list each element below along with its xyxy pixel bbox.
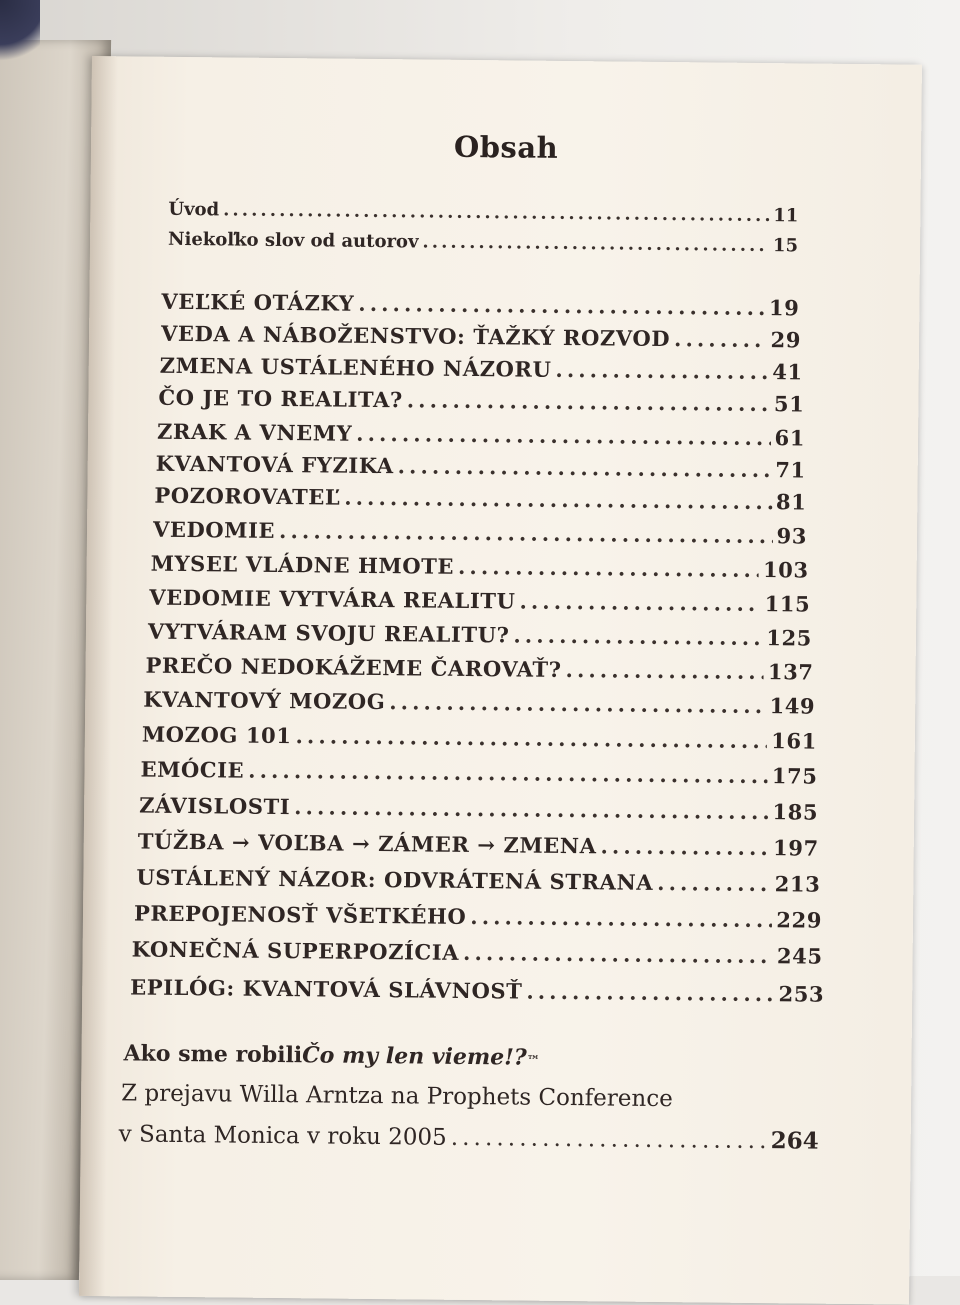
toc-entry-page-number: 197 <box>772 835 819 861</box>
dot-leader <box>248 758 768 788</box>
toc-entry-page-number: 229 <box>776 907 823 933</box>
dot-leader <box>295 723 767 753</box>
dot-leader <box>519 589 760 617</box>
toc-entry-title: PREČO NEDOKÁŽEME ČAROVAŤ? <box>145 652 562 682</box>
toc-entry-title: KONEČNÁ SUPERPOZÍCIA <box>131 936 460 965</box>
dot-leader <box>223 199 769 226</box>
dot-leader <box>294 794 769 824</box>
toc-entry-title: VYTVÁRAM SVOJU REALITU? <box>147 618 510 648</box>
toc-entry-page-number: 81 <box>775 489 807 515</box>
toc-entry-title: KVANTOVÝ MOZOG <box>143 686 386 715</box>
extra-heading-prefix: Ako sme robili <box>123 1040 303 1069</box>
toc-entry-page-number: 29 <box>770 327 802 353</box>
extra-line-1 <box>121 1080 673 1112</box>
dot-leader <box>555 357 768 384</box>
toc-entry-title: ČO JE TO REALITA? <box>158 384 403 413</box>
toc-entry <box>148 619 812 651</box>
toc-entry-title: MOZOG 101 <box>141 721 292 749</box>
dot-leader <box>344 485 772 514</box>
toc-entry-page-number: 125 <box>766 625 813 651</box>
dot-leader <box>389 689 766 718</box>
toc-entry <box>130 974 824 1006</box>
toc-entry-page-number: 41 <box>772 359 803 385</box>
extra-entry <box>119 1120 819 1154</box>
toc-entry <box>168 229 798 257</box>
toc-entry-title: EMÓCIE <box>140 756 245 783</box>
dot-leader <box>513 622 762 650</box>
toc-entry-title: MYSEĽ VLÁDNE HMOTE <box>150 550 455 579</box>
toc-entry-page-number: 149 <box>769 693 816 719</box>
toc-entry <box>136 865 820 897</box>
toc-entry-page-number: 161 <box>771 728 817 754</box>
extra-line-1-text: Z prejavu Willa Arntza na Prophets Conference <box>121 1080 673 1113</box>
dot-leader <box>458 554 759 582</box>
toc-entry <box>140 757 817 789</box>
toc-entry <box>143 687 815 719</box>
fabric-corner <box>0 0 40 70</box>
show-through-text <box>611 101 617 121</box>
toc-entry-title: PREPOJENOSŤ VŠETKÉHO <box>133 900 467 929</box>
toc-entry-page-number: 61 <box>774 425 806 451</box>
toc-entry-page-number: 253 <box>778 981 825 1007</box>
dot-leader <box>674 326 767 352</box>
toc-entry-page-number: 185 <box>772 799 819 825</box>
toc-entry <box>168 199 798 227</box>
dot-leader <box>358 291 765 320</box>
page-title: Obsah <box>453 129 559 165</box>
toc-entry-page-number: 213 <box>774 871 821 897</box>
toc-entry-title: POZOROVATEĽ <box>154 482 341 510</box>
extra-line-2-text: v Santa Monica v roku 2005 <box>118 1121 447 1151</box>
toc-entry-title: VEDOMIE VYTVÁRA REALITU <box>149 584 516 614</box>
extra-heading-italic: Čo my len vieme!? <box>302 1042 527 1071</box>
toc-entry-page-number: 51 <box>773 391 805 417</box>
dot-leader <box>398 453 772 482</box>
toc-entry <box>156 451 806 483</box>
toc-entry-title: KVANTOVÁ FYZIKA <box>155 450 394 479</box>
toc-entry <box>161 289 799 321</box>
dot-leader <box>422 231 769 256</box>
toc-entry-page-number: 103 <box>762 557 809 583</box>
dot-leader <box>279 518 773 548</box>
toc-entry-page-number: 93 <box>776 523 808 549</box>
toc-entry <box>161 321 801 353</box>
toc-entry-title: USTÁLENÝ NÁZOR: ODVRÁTENÁ STRANA <box>136 864 654 895</box>
toc-entry-title: EPILÓG: KVANTOVÁ SLÁVNOSŤ <box>130 974 523 1004</box>
toc-entry-title: VEĽKÉ OTÁZKY <box>161 288 355 316</box>
toc-entry <box>139 793 818 825</box>
dot-leader <box>526 979 774 1007</box>
toc-entry-title: ZÁVISLOSTI <box>139 792 291 820</box>
toc-entry-page-number: 137 <box>767 659 814 685</box>
dot-leader <box>470 904 772 932</box>
toc-entry <box>132 936 823 968</box>
toc-entry <box>151 551 809 583</box>
toc-entry <box>134 900 822 932</box>
toc-entry <box>158 385 804 417</box>
dot-leader <box>657 870 771 896</box>
dot-leader <box>356 421 771 450</box>
toc-entry-page-number: 15 <box>772 235 799 257</box>
toc-entry-title: TÚŽBA → VOĽBA → ZÁMER → ZMENA <box>137 828 597 859</box>
toc-entry-page-number: 71 <box>775 457 806 483</box>
toc-entry-title: Úvod <box>168 198 220 221</box>
toc-entry-page-number: 245 <box>776 943 823 969</box>
toc-entry-title: ZRAK A VNEMY <box>156 418 353 446</box>
toc-entry-title: Niekoľko slov od autorov <box>167 228 419 253</box>
toc-entry-title: ZMENA USTÁLENÉHO NÁZORU <box>159 352 552 382</box>
dot-leader <box>407 387 770 416</box>
toc-entry <box>153 517 807 549</box>
toc-entry <box>160 353 803 385</box>
book-page <box>79 56 922 1305</box>
toc-entry <box>149 585 810 617</box>
dot-leader <box>600 833 769 860</box>
trademark: ™ <box>526 1053 540 1069</box>
toc-entry <box>157 419 805 451</box>
extra-page-number: 264 <box>770 1127 819 1155</box>
toc-entry <box>154 483 806 515</box>
toc-entry-page-number: 175 <box>771 763 818 789</box>
toc-entry-page-number: 19 <box>768 295 800 321</box>
toc-entry-page-number: 115 <box>764 591 811 617</box>
toc-entry-title: VEDOMIE <box>152 516 276 543</box>
toc-entry <box>142 722 817 754</box>
dot-leader <box>451 1125 767 1154</box>
dot-leader <box>565 657 764 684</box>
toc-entry-title: VEDA A NÁBOŽENSTVO: ŤAŽKÝ ROZVOD <box>160 320 671 352</box>
toc-entry <box>138 829 819 861</box>
toc-entry <box>145 653 813 685</box>
extra-heading <box>123 1040 539 1070</box>
toc-entry-page-number: 11 <box>773 205 799 227</box>
dot-leader <box>463 940 773 968</box>
